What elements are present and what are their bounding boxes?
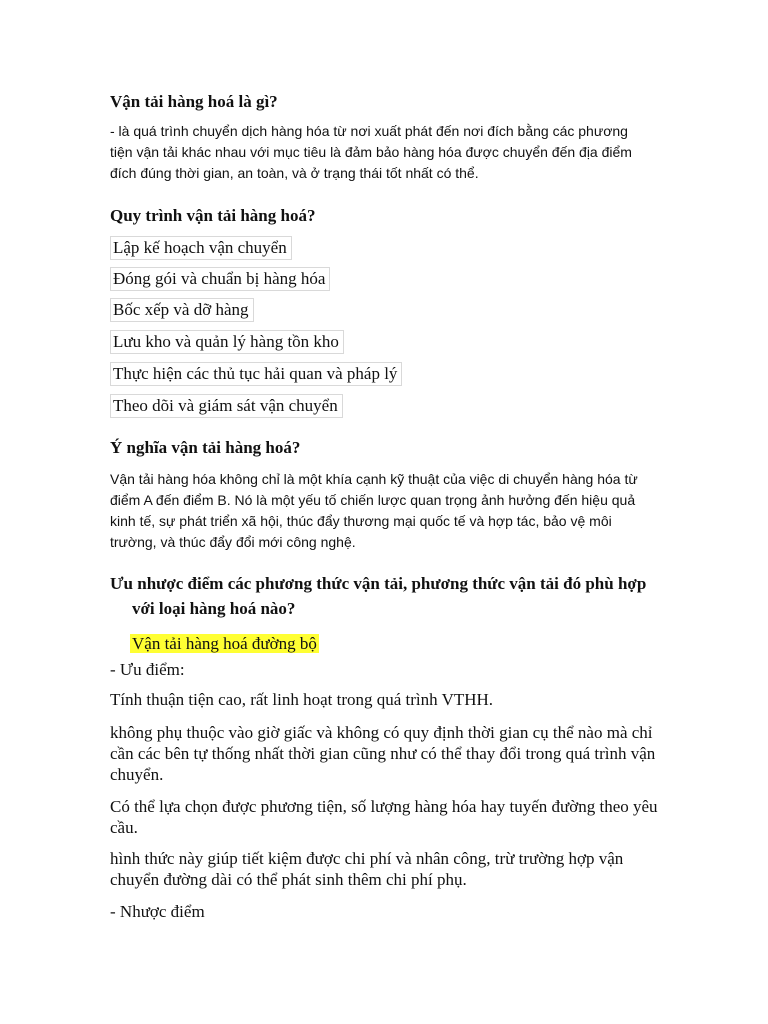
meaning-line-3: kinh tế, sự phát triển xã hội, thúc đẩy thương mại quốc tế và hợp tác, bảo vệ môi (110, 513, 612, 529)
meaning-line-2: điểm A đến điểm B. Nó là một yếu tố chiến lược quan trọng ảnh hưởng đến hiệu quả (110, 492, 636, 508)
meaning-line-4: trường, và thúc đẩy đổi mới công nghệ. (110, 534, 356, 550)
definition-line-1: - là quá trình chuyển dịch hàng hóa từ nơi xuất phát đến nơi đích bằng các phương (110, 123, 628, 139)
process-step-1: Lập kế hoạch vận chuyển (110, 236, 292, 260)
paragraph-line: cầu. (110, 818, 138, 837)
heading-pros-cons-line-1: Ưu nhược điểm các phương thức vận tải, phương thức vận tải đó phù hợp (110, 574, 647, 593)
meaning-line-1: Vận tải hàng hóa không chỉ là một khía cạnh kỹ thuật của việc di chuyển hàng hóa từ (110, 471, 638, 487)
process-step-3: Bốc xếp và dỡ hàng (110, 298, 254, 322)
process-step-4: Lưu kho và quản lý hàng tồn kho (110, 330, 344, 354)
highlighted-text: Vận tải hàng hoá đường bộ (132, 634, 317, 653)
heading-pros-cons-line-2: với loại hàng hoá nào? (132, 599, 296, 618)
paragraph-line: hình thức này giúp tiết kiệm được chi phí và nhân công, trừ trường hợp vận (110, 849, 624, 868)
advantage-paragraph-4 (110, 848, 710, 890)
subheading-road-freight (130, 634, 319, 654)
heading-process: Quy trình vận tải hàng hoá? (110, 206, 316, 225)
paragraph-line: Có thể lựa chọn được phương tiện, số lượng hàng hóa hay tuyến đường theo yêu (110, 797, 658, 816)
heading-meaning: Ý nghĩa vận tải hàng hoá? (110, 438, 301, 457)
process-step-2: Đóng gói và chuẩn bị hàng hóa (110, 267, 330, 291)
process-step-6: Theo dõi và giám sát vận chuyển (110, 394, 343, 418)
definition-line-2: tiện vận tải khác nhau với mục tiêu là đảm bảo hàng hóa được chuyển đến địa điểm (110, 144, 632, 160)
paragraph-line: chuyển. (110, 765, 164, 784)
advantage-paragraph-2 (110, 722, 710, 785)
disadvantages-label: - Nhược điểm (110, 902, 205, 921)
process-step-5: Thực hiện các thủ tục hải quan và pháp lý (110, 362, 402, 386)
paragraph-line: cần các bên tự thống nhất thời gian cũng như có thể thay đổi trong quá trình vận (110, 744, 656, 763)
advantage-paragraph-1: Tính thuận tiện cao, rất linh hoạt trong quá trình VTHH. (110, 690, 494, 709)
advantages-label: - Ưu điểm: (110, 660, 185, 679)
heading-what-is-freight: Vận tải hàng hoá là gì? (110, 92, 278, 111)
paragraph-line: không phụ thuộc vào giờ giấc và không có quy định thời gian cụ thể nào mà chỉ (110, 723, 653, 742)
paragraph-line: chuyển đường dài có thể phát sinh thêm chi phí phụ. (110, 870, 467, 889)
definition-line-3: đích đúng thời gian, an toàn, và ở trạng thái tốt nhất có thể. (110, 165, 479, 181)
advantage-paragraph-3 (110, 796, 710, 838)
